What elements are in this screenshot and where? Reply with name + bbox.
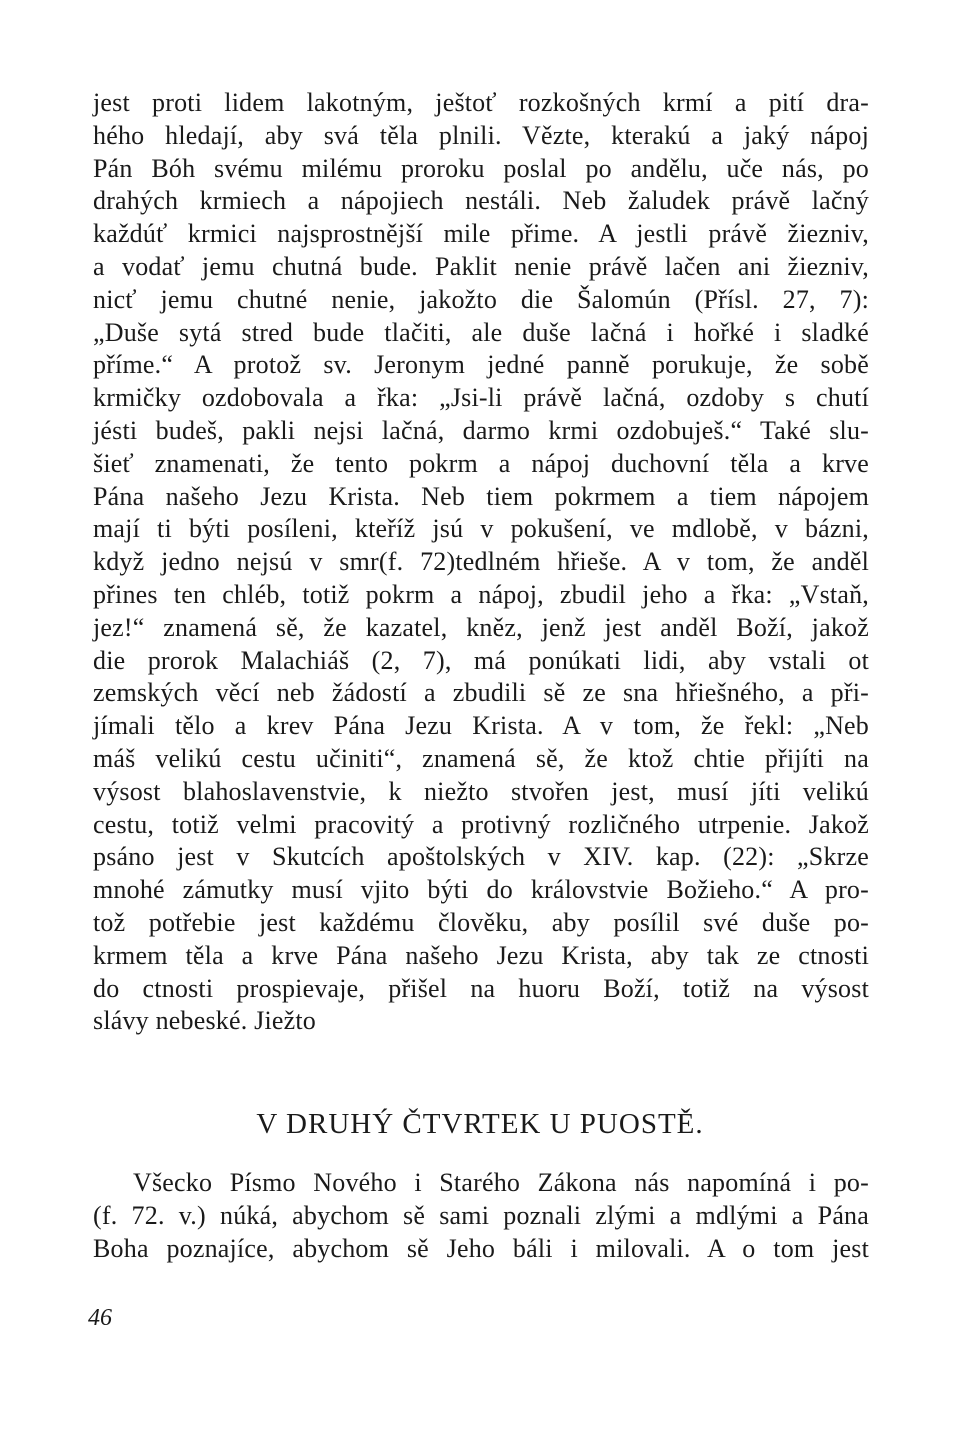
text-line: tož potřebie jest každému člověku, aby posílil své duše po- — [93, 907, 869, 937]
text-line: přines ten chléb, totiž pokrm a nápoj, zbudil jeho a řka: „Vstaň, — [93, 579, 869, 609]
text-line: zemských věcí neb žádostí a zbudili sě ze sna hřiešného, a při- — [93, 678, 869, 708]
text-line: krmičky ozdobovala a řka: „Jsi-li právě lačná, ozdoby s chutí — [93, 383, 869, 413]
text-line: každúť krmici najsprostnější mile přime. A jestli právě žiezniv, — [93, 219, 869, 249]
text-line: šieť znamenati, že tento pokrm a nápoj duchovní těla a krve — [93, 448, 869, 478]
text-line: krmem těla a krve Pána našeho Jezu Krista, aby tak ze ctnosti — [93, 940, 869, 970]
page-number: 46 — [88, 1305, 112, 1331]
text-line: jímali tělo a krev Pána Jezu Krista. A v tom, že řekl: „Neb — [93, 711, 869, 741]
text-line: jest proti lidem lakotným, ještoť rozkošných krmí a pití dra- — [93, 88, 869, 117]
text-line: cestu, totiž velmi pracovitý a protivný rozličného utrpenie. Jakož — [93, 809, 869, 839]
text-line: drahých krmiech a nápojiech nestáli. Neb žaludek právě lačný — [93, 186, 869, 216]
text-line: Pána našeho Jezu Krista. Neb tiem pokrmem a tiem nápojem — [93, 481, 869, 511]
text-line: Všecko Písmo Nového i Starého Zákona nás napomíná i po- — [133, 1168, 869, 1197]
text-line: (f. 72. v.) núká, abychom sě sami poznali zlými a mdlými a Pána — [93, 1200, 869, 1230]
text-line: Boha poznajíce, abychom sě Jeho báli i milovali. A o tom jest — [93, 1233, 869, 1263]
text-line: mnohé zámutky musí vjito býti do královstvie Božieho.“ A pro- — [93, 875, 869, 905]
text-line: slávy nebeské. Jiežto — [93, 1006, 316, 1036]
text-line: když jedno nejsú v smr(f. 72)tedlném hřieše. A v tom, že anděl — [93, 547, 869, 577]
text-line: hého hledají, aby svá těla plnili. Vězte, kterakú a jaký nápoj — [93, 120, 869, 150]
section-heading: V DRUHÝ ČTVRTEK U PUOSTĚ. — [256, 1108, 704, 1140]
text-line: Pán Bóh svému milému proroku poslal po andělu, uče nás, po — [93, 153, 869, 183]
text-line: mají ti býti posíleni, kteříž jsú v pokušení, ve mdlobě, v bázni, — [93, 514, 869, 544]
text-line: nicť jemu chutné nenie, jakožto die Šalomún (Přísl. 27, 7): — [93, 284, 869, 314]
paragraph-1 — [93, 87, 869, 1038]
text-line: die prorok Malachiáš (2, 7), má ponúkati lidi, aby vstali ot — [93, 645, 869, 675]
text-line: jésti budeš, pakli nejsi lačná, darmo krmi ozdobuješ.“ Také slu- — [93, 415, 869, 445]
text-line: příme.“ A protož sv. Jeronym jedné panně porukuje, že sobě — [93, 350, 869, 380]
text-line: výsost blahoslavenstvie, k niežto stvořen jest, musí jíti velikú — [93, 776, 869, 806]
text-line: do ctnosti prospievaje, přišel na huoru Boží, totiž na výsost — [93, 973, 869, 1003]
text-line: „Duše sytá stred bude tlačiti, ale duše lačná i hořké i sladké — [93, 317, 869, 347]
text-line: jez!“ znamená sě, že kazatel, kněz, jenž jest anděl Boží, jakož — [93, 612, 869, 642]
paragraph-2 — [93, 1167, 869, 1265]
text-line: psáno jest v Skutcích apoštolských v XIV. kap. (22): „Skrze — [93, 842, 869, 872]
text-line: a vodať jemu chutná bude. Paklit nenie právě lačen ani žiezniv, — [93, 251, 869, 281]
text-line: máš velikú cestu učiniti“, znamená sě, že ktož chtie přijíti na — [93, 743, 869, 773]
